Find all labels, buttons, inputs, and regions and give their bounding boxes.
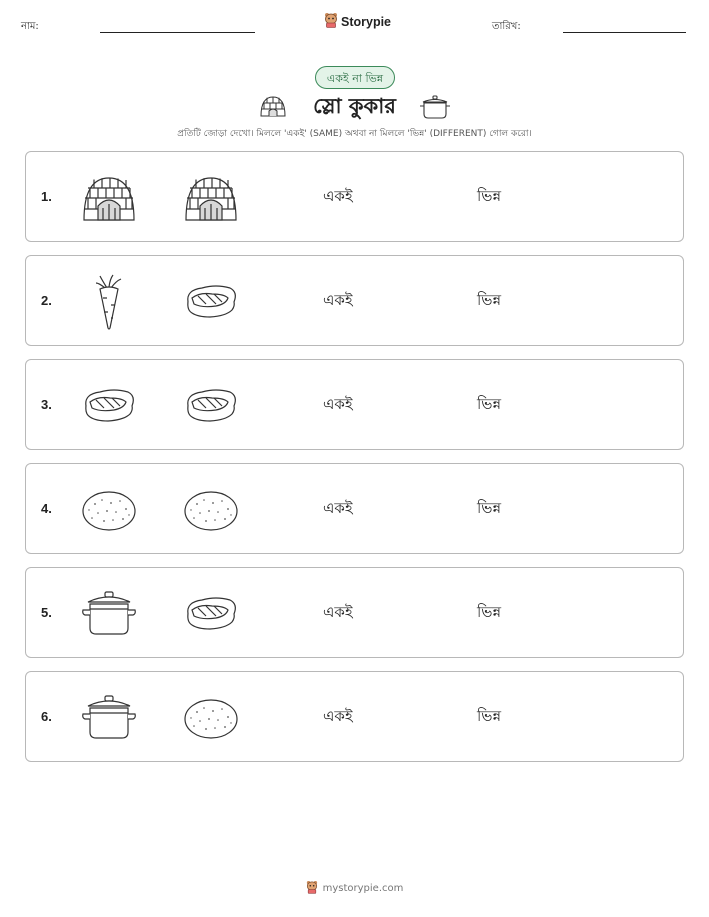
name-line[interactable] [100,32,255,33]
igloo-icon [80,170,138,226]
exercise-number: 3. [41,397,52,412]
option-same[interactable]: একই [323,395,353,413]
exercise-number: 5. [41,605,52,620]
pot-icon [80,690,138,746]
footer-site: mystorypie.com [322,883,404,894]
exercise-card [25,567,684,658]
exercise-card [25,255,684,346]
option-same[interactable]: একই [323,603,353,621]
option-different[interactable]: ভিন্ন [477,499,502,517]
potato-icon [80,482,138,538]
option-same[interactable]: একই [323,291,353,309]
option-different[interactable]: ভিন্ন [477,603,502,621]
pot-icon [80,586,138,642]
footer [0,879,709,898]
exercise-card [25,359,684,450]
mascot-icon [324,12,338,32]
igloo-icon [182,170,240,226]
option-same[interactable]: একই [323,187,353,205]
mascot-icon [306,879,318,898]
exercise-card [25,463,684,554]
brand-name: Storypie [341,15,392,29]
exercise-number: 1. [41,189,52,204]
option-different[interactable]: ভিন্ন [477,395,502,413]
page-title: স্লো কুকার [313,94,396,118]
pot-icon [418,94,452,124]
option-different[interactable]: ভিন্ন [477,291,502,309]
steak-icon [182,586,240,642]
carrot-icon [80,274,138,330]
option-different[interactable]: ভিন্ন [477,707,502,725]
date-line[interactable] [563,32,686,33]
title-row [0,90,709,125]
option-same[interactable]: একই [323,707,353,725]
exercise-card [25,151,684,242]
steak-icon [182,274,240,330]
exercise-number: 6. [41,709,52,724]
steak-icon [80,378,138,434]
exercise-number: 4. [41,501,52,516]
instruction-text: প্রতিটি জোড়া দেখো। মিললে 'একই' (SAME) অথবা না মিললে 'ভিন্ন' (DIFFERENT) গোল করো। [177,129,532,139]
steak-icon [182,378,240,434]
potato-icon [182,482,240,538]
worksheet-badge: একই না ভিন্ন [315,66,395,89]
exercise-number: 2. [41,293,52,308]
option-different[interactable]: ভিন্ন [477,187,502,205]
brand-logo [324,12,391,32]
potato-icon [182,690,240,746]
date-label: তারিখ: [492,21,521,32]
exercise-card [25,671,684,762]
option-same[interactable]: একই [323,499,353,517]
name-label: নাম: [21,21,39,32]
